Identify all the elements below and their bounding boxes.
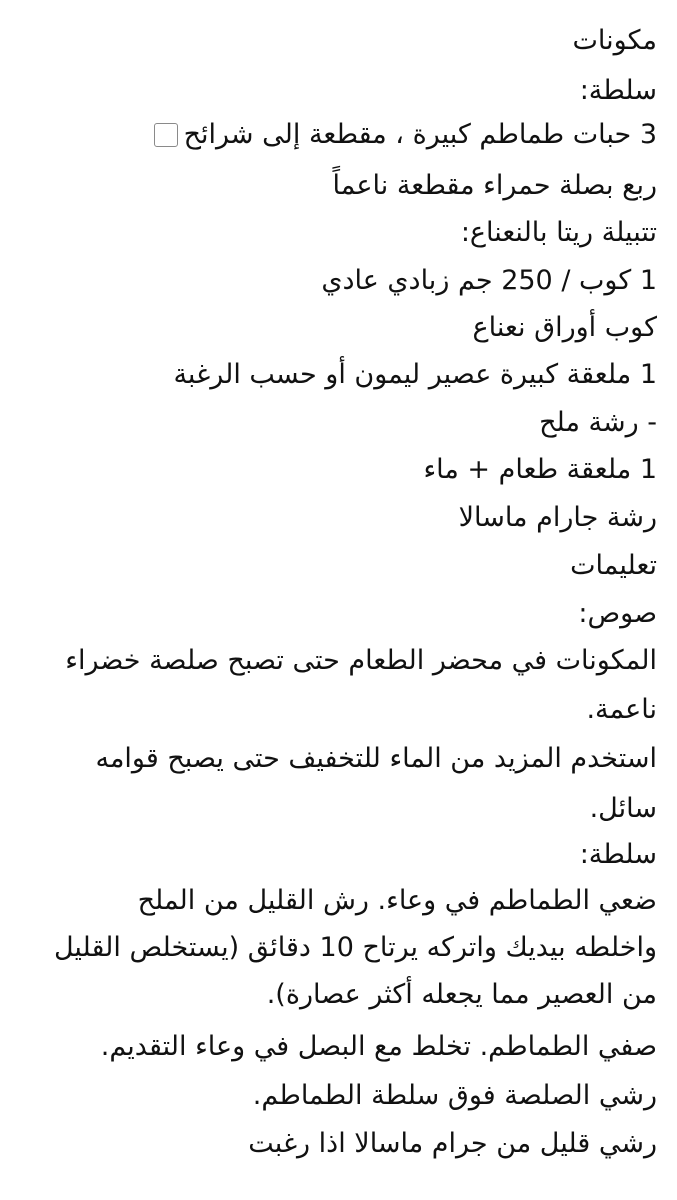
instruction-line: ضعي الطماطم في وعاء. رش القليل من الملح: [137, 885, 657, 916]
ingredient-line: كوب أوراق نعناع: [472, 312, 657, 343]
instruction-line: استخدم المزيد من الماء للتخفيف حتى يصبح قوامه: [95, 743, 657, 774]
instruction-line: رشي قليل من جرام ماسالا اذا رغبت: [248, 1128, 657, 1159]
ingredient-line: 1 كوب / 250 جم زبادي عادي: [321, 265, 657, 296]
salad-subheading: سلطة:: [579, 839, 657, 870]
checklist-item[interactable]: [17, 115, 657, 155]
instruction-line: صفي الطماطم. تخلط مع البصل في وعاء التقديم.: [100, 1031, 657, 1062]
checkbox-icon[interactable]: [154, 123, 178, 147]
ingredient-line: 1 ملعقة طعام + ماء: [423, 454, 657, 485]
checklist-item-label: 3 حبات طماطم كبيرة ، مقطعة إلى شرائح: [183, 119, 657, 150]
sauce-subheading: صوص:: [578, 598, 657, 629]
salad-subheading: سلطة:: [579, 75, 657, 106]
ingredient-line: ربع بصلة حمراء مقطعة ناعماً: [332, 170, 657, 201]
instruction-line: واخلطه بيديك واتركه يرتاح 10 دقائق (يستخلص القليل: [53, 932, 657, 963]
ingredient-line: - رشة ملح: [539, 407, 657, 438]
instruction-line: رشي الصلصة فوق سلطة الطماطم.: [252, 1080, 657, 1111]
dressing-subheading: تتبيلة ريتا بالنعناع:: [460, 217, 657, 248]
instructions-heading: تعليمات: [570, 550, 657, 581]
ingredient-line: 1 ملعقة كبيرة عصير ليمون أو حسب الرغبة: [173, 359, 657, 390]
ingredient-line: رشة جارام ماسالا: [458, 502, 657, 533]
instruction-line: المكونات في محضر الطعام حتى تصبح صلصة خضراء: [65, 645, 657, 676]
instruction-line: من العصير مما يجعله أكثر عصارة).: [266, 979, 657, 1010]
instruction-line: سائل.: [589, 793, 657, 824]
instruction-line: ناعمة.: [586, 694, 657, 725]
ingredients-heading: مكونات: [572, 25, 657, 56]
